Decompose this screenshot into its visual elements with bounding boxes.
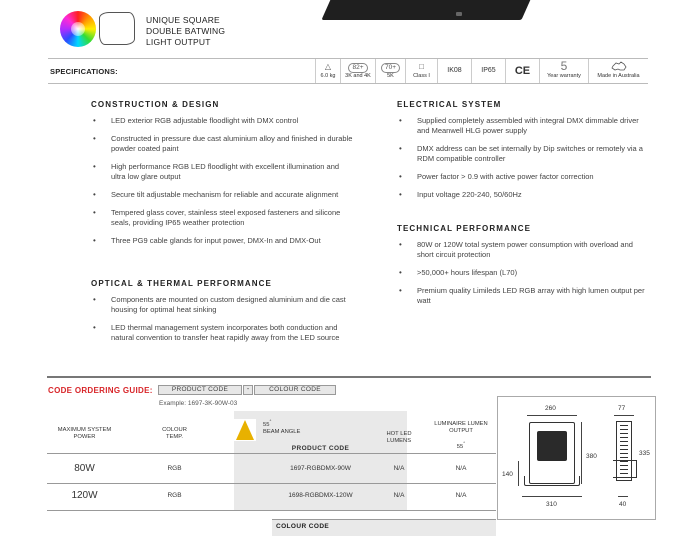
australia-map-icon [611,61,627,72]
colour-code-header: COLOUR CODE [276,523,330,530]
list-item: • Tempered glass cover, stainless steel exposed fasteners and silicone seals, providing IP65 weather protection [91,208,353,228]
construction-title: CONSTRUCTION & DESIGN [91,100,220,109]
table-divider [47,510,496,511]
header-hot-line: LUMENS [386,438,412,444]
spec-origin-label: Made in Australia [597,73,640,79]
row-hot-lumens: N/A [393,465,405,472]
warranty-icon: 5 [560,59,568,73]
ordering-example: Example: 1697-3K-90W-03 [159,400,238,407]
cri-icon [376,61,405,72]
dim-line [618,496,628,497]
list-item: • Three PG9 cable glands for input power, DMX-In and DMX-Out [91,236,353,246]
header-power-line: POWER [73,434,96,440]
beam-angle-label: BEAM ANGLE [263,428,301,435]
tagline-line: UNIQUE SQUARE [146,15,220,25]
dim-line [527,415,577,416]
spec-ik-rating: IK08 [437,59,471,83]
class-i-icon: □ [419,62,424,71]
header-hot-led [377,431,421,445]
row-temp: RGB [167,465,182,472]
header-temp-line: COLOUR [162,427,187,433]
header-temp-line: TEMP. [166,434,183,440]
technical-list [397,240,647,314]
list-item: • Power factor > 0.9 with active power factor correction [397,172,647,182]
optical-list [91,295,353,351]
electrical-list [397,116,647,208]
product-code-header: PRODUCT CODE [291,445,350,452]
header-colour-temp [122,427,227,441]
spec-class [405,59,437,83]
spec-weight [315,59,340,83]
cri-icon [341,61,375,72]
spec-class-label: Class I [413,73,430,79]
beam-angle-header [263,419,300,436]
row-temp: RGB [167,492,182,499]
dim-front-side-height: 140 [502,471,513,478]
side-view-bracket [613,460,637,478]
beam-angle-icon [234,419,256,441]
product-detail-mark [456,12,462,16]
dim-side-height: 335 [639,450,650,457]
ordering-title: CODE ORDERING GUIDE: [48,386,153,395]
list-item: • Components are mounted on custom designed aluminium and die cast housing for optimal heat sinking [91,295,353,315]
floodlight-product-image [321,0,544,20]
tagline-line: DOUBLE BATWING [146,26,226,36]
header-power [47,427,122,441]
spec-warranty-label: Year warranty [547,73,581,79]
specifications-bar [48,58,648,84]
dim-side-top: 77 [618,405,626,412]
header-hot-line: HOT LED [386,431,412,437]
list-item: • DMX address can be set internally by Dip switches or remotely via a RDM compatible controller [397,144,647,164]
header-lumen-line: LUMINAIRE LUMEN [434,421,488,427]
dim-line [518,461,519,486]
dim-line [581,422,582,484]
lumen-degree: 55° [456,442,466,450]
product-code-box: PRODUCT CODE [158,385,242,395]
dim-line [522,496,582,497]
tagline-line: LIGHT OUTPUT [146,37,211,47]
row-power: 120W [71,490,98,501]
list-item: • Constructed in pressure due cast aluminium alloy and finished in durable powder coated paint [91,134,353,154]
spec-cri-3k4k [340,59,375,83]
ordering-divider [47,376,651,378]
rgb-color-wheel-icon [60,11,96,47]
spec-warranty [539,59,588,83]
square-beam-shape-icon [99,12,135,45]
row-lumen-output: N/A [455,492,467,499]
front-view-lens [537,431,567,461]
dim-line [614,415,634,416]
dim-front-height: 380 [586,453,597,460]
front-view-bracket [524,476,580,486]
row-product-code: 1698-RGBDMX-120W [288,492,353,499]
row-power: 80W [74,463,95,474]
specifications-title: SPECIFICATIONS: [50,67,118,76]
optical-title: OPTICAL & THERMAL PERFORMANCE [91,279,272,288]
spec-cri-label: 3K and 4K [345,73,371,79]
row-hot-lumens: N/A [393,492,405,499]
header-lumen-line: OUTPUT [449,428,473,434]
spec-cri-label: 5K [387,73,394,79]
list-item: • Secure tilt adjustable mechanism for reliable and accurate alignment [91,190,353,200]
dim-side-base: 40 [619,501,627,508]
product-tagline [146,15,225,48]
list-item: • 80W or 120W total system power consumption with overload and short circuit protection [397,240,647,260]
dim-front-base: 310 [546,501,557,508]
spec-weight-label: 6.0 kg [320,73,336,79]
code-separator: - [243,385,253,395]
cri-value: 70+ [381,63,400,73]
beam-degree: 55° [263,420,272,428]
technical-title: TECHNICAL PERFORMANCE [397,224,532,233]
table-divider [47,483,496,484]
list-item: • Supplied completely assembled with integral DMX dimmable driver and Meanwell HLG power supply [397,116,647,136]
row-lumen-output: N/A [455,465,467,472]
electrical-title: ELECTRICAL SYSTEM [397,100,502,109]
list-item: • LED thermal management system incorporates both conduction and natural convention to transfer heat rapidly away from the LED source [91,323,353,343]
header-power-line: MAXIMUM SYSTEM [57,427,112,433]
dim-front-width: 260 [545,405,556,412]
spec-cri-5k [375,59,405,83]
list-item: • Input voltage 220-240, 50/60Hz [397,190,647,200]
construction-list [91,116,353,254]
colour-code-box: COLOUR CODE [254,385,336,395]
weight-icon: △ [324,62,332,71]
table-divider [47,453,496,454]
spec-origin [588,59,648,83]
row-product-code: 1697-RGBDMX-90W [290,465,351,472]
list-item: • Premium quality Limileds LED RGB array with high lumen output per watt [397,286,647,306]
list-item: • >50,000+ hours lifespan (L70) [397,268,647,278]
beam-degree-value: 55 [263,421,270,428]
ce-mark-icon: CE [505,59,539,83]
ordering-table [47,411,496,511]
cri-value: 82+ [348,63,367,73]
list-item: • LED exterior RGB adjustable floodlight with DMX control [91,116,353,126]
header-lumen-output [427,421,495,451]
spec-ip-rating: IP65 [471,59,505,83]
list-item: • High performance RGB LED floodlight with excellent illumination and ultra low glare output [91,162,353,182]
lumen-degree-value: 55 [456,443,464,450]
